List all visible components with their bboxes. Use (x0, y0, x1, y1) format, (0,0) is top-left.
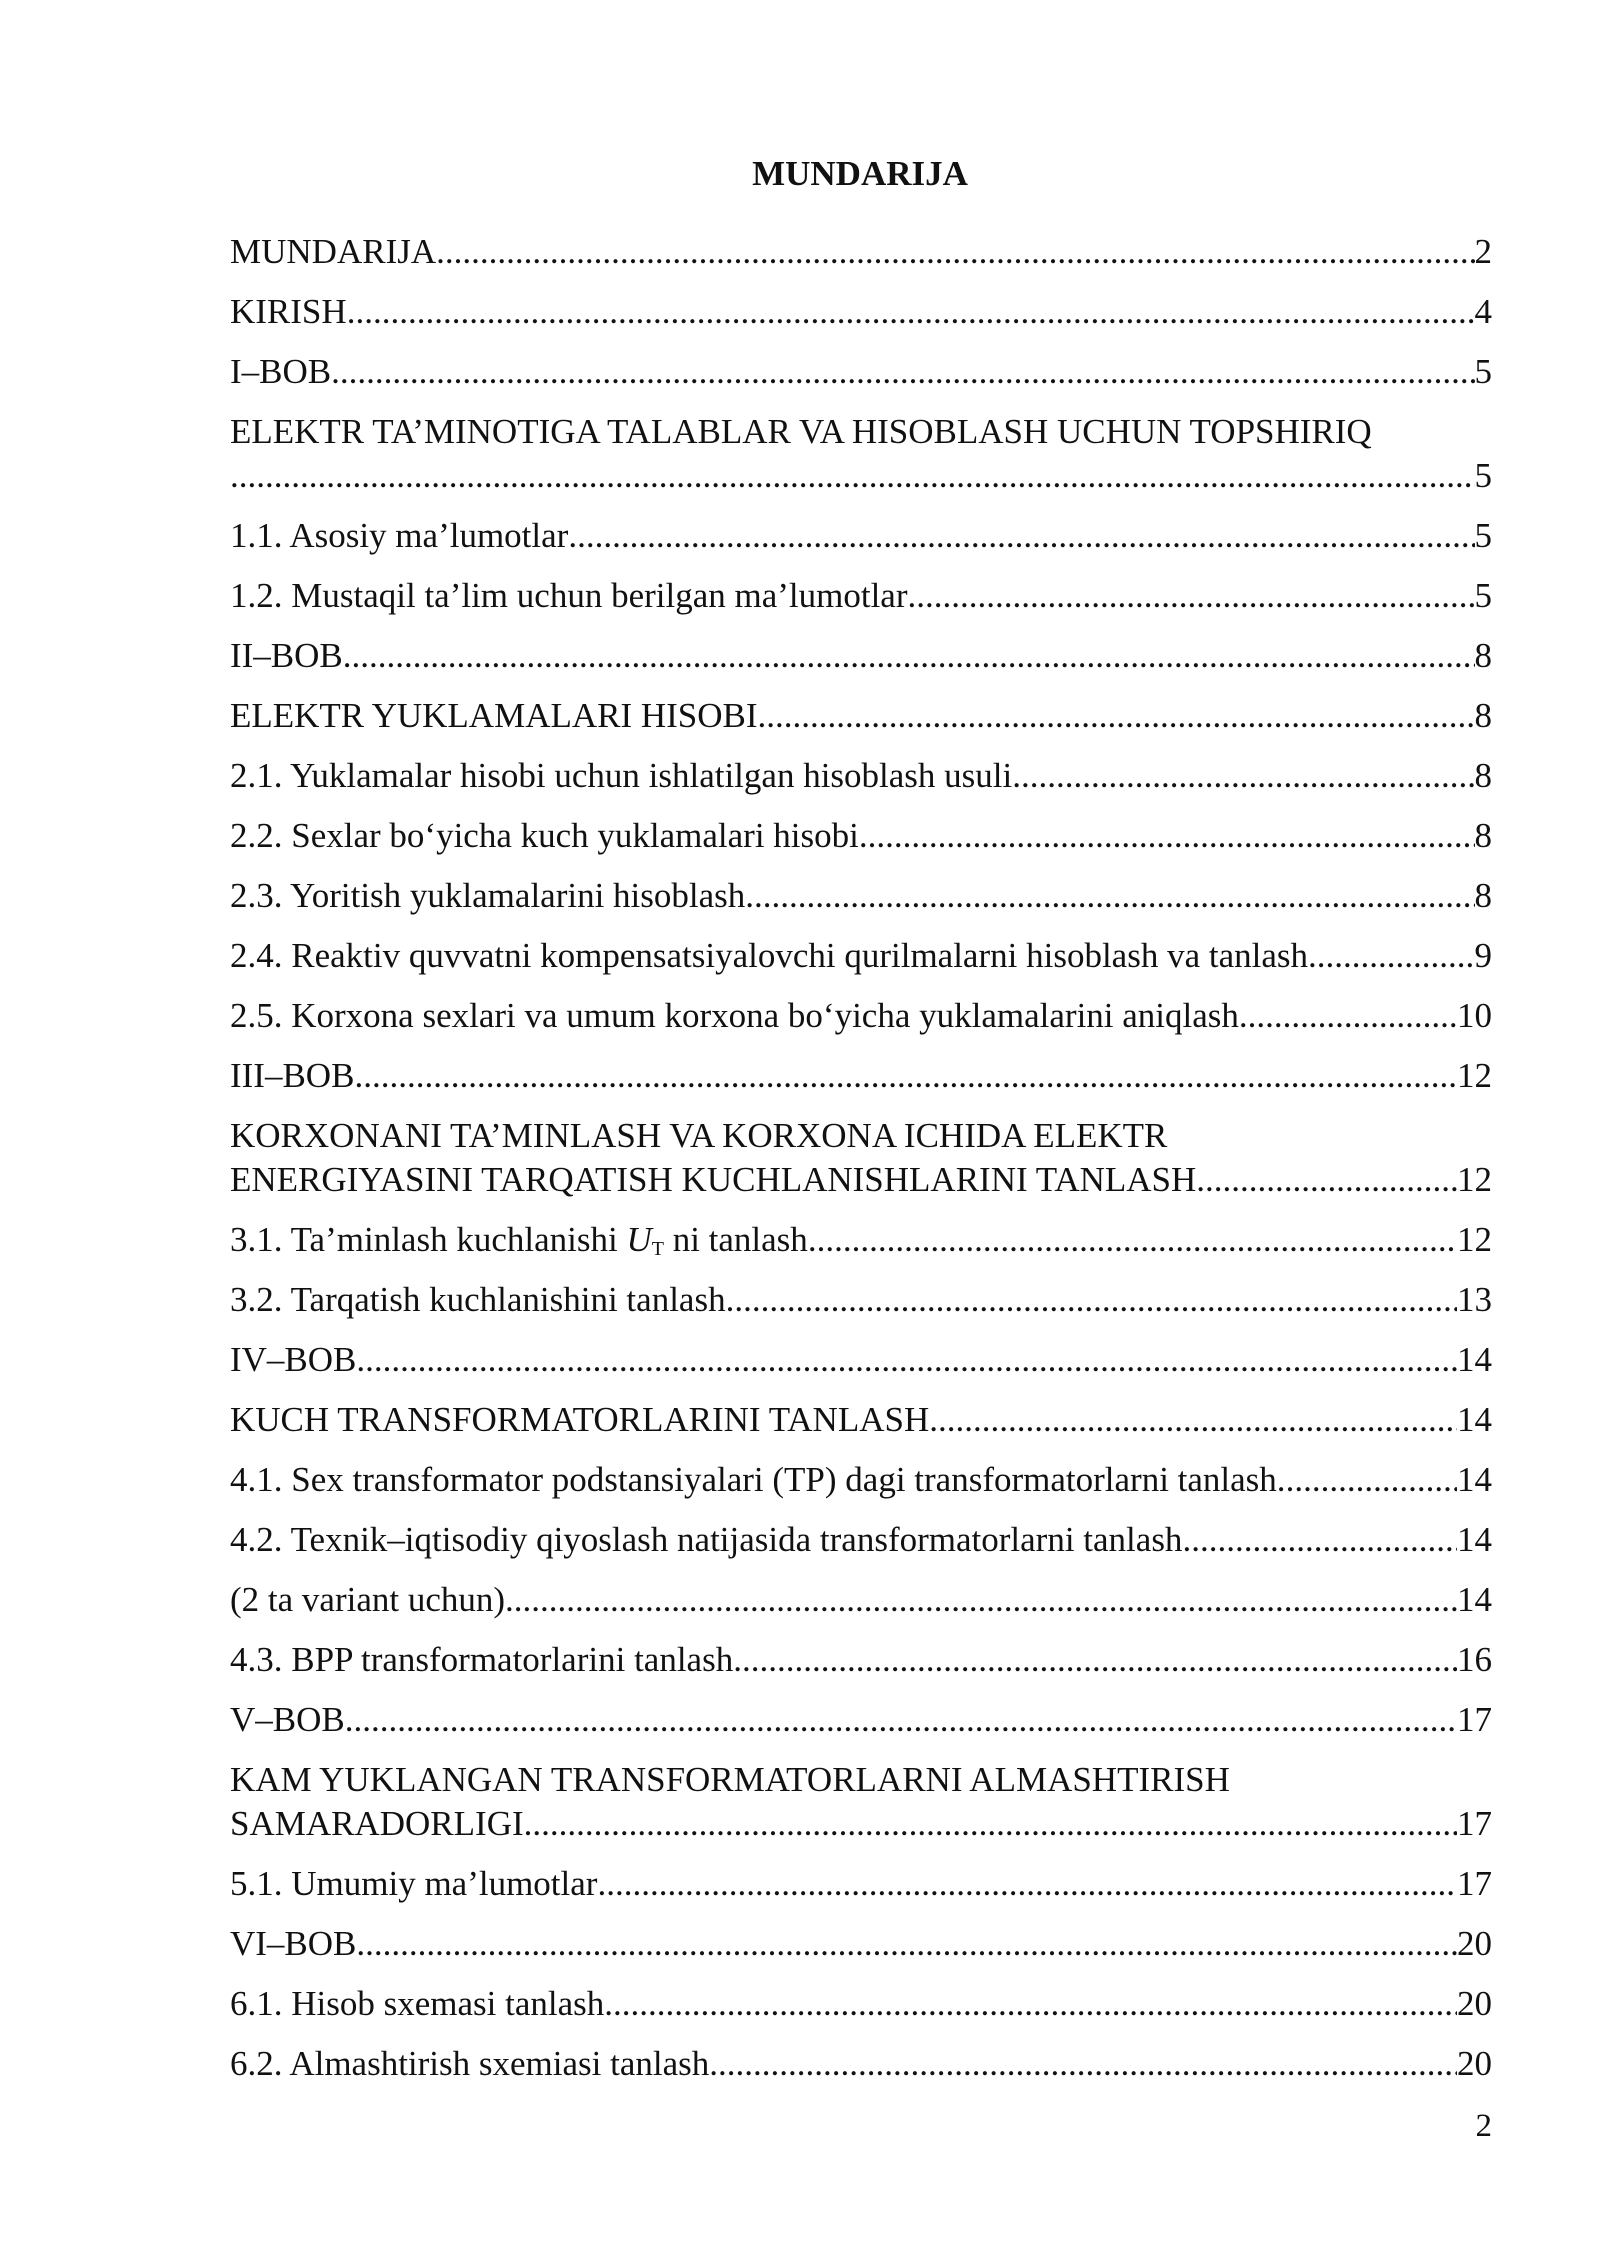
toc-entry[interactable] (230, 230, 1492, 290)
toc-entry[interactable] (230, 1638, 1492, 1698)
toc-leader-dots (1182, 1518, 1457, 1562)
toc-entry-page: 5 (1474, 516, 1492, 555)
toc-entry-label: I–BOB (230, 352, 332, 391)
toc-leader-dots (505, 1578, 1457, 1622)
toc-entry-label (230, 1218, 808, 1262)
toc-entry-label: (2 ta variant uchun) (230, 1580, 506, 1619)
toc-leader-dots (356, 1922, 1457, 1966)
toc-entry-label: 2.1. Yuklamalar hisobi uchun ishlatilgan hisoblash usuli (230, 756, 1013, 795)
toc-entry-page: 8 (1474, 876, 1492, 915)
toc-entry[interactable] (230, 1922, 1492, 1982)
toc-entry-label: 6.1. Hisob sxemasi tanlash (230, 1984, 605, 2023)
toc-leader-dots (808, 1218, 1457, 1262)
label-text-end: ni tanlash (663, 1220, 808, 1259)
toc-leader-dots (343, 634, 1475, 678)
toc-entry-page: 5 (1474, 456, 1492, 495)
toc-leader-dots (345, 1698, 1457, 1742)
toc-leader-dots (354, 1054, 1457, 1098)
toc-leader-dots (745, 874, 1474, 918)
toc-entry-label: 2.5. Korxona sexlari va umum korxona bo‘yicha yuklamalarini aniqlash (230, 996, 1239, 1035)
toc-entry[interactable] (230, 1218, 1492, 1278)
toc-entry[interactable] (230, 1982, 1492, 2042)
toc-leader-dots (604, 1982, 1457, 2026)
toc-entry-page: 8 (1474, 696, 1492, 735)
toc-entry-label: III–BOB (230, 1056, 355, 1095)
toc-entry-label: 1.1. Asosiy ma’lumotlar (230, 516, 569, 555)
toc-entry[interactable] (230, 574, 1492, 634)
toc-entry-page: 14 (1457, 1340, 1492, 1379)
toc-entry-label: 1.2. Mustaqil ta’lim uchun berilgan ma’lumotlar (230, 576, 908, 615)
toc-entry-page: 20 (1457, 1984, 1492, 2023)
toc-entry-label: KAM YUKLANGAN TRANSFORMATORLARNI ALMASHTIRISH (230, 1760, 1230, 1799)
toc-entry[interactable] (230, 2042, 1492, 2102)
toc-entry-page: 17 (1457, 1804, 1492, 1843)
toc-entry[interactable] (230, 350, 1492, 410)
label-text: 3.1. Ta’minlash kuchlanishi (230, 1220, 627, 1259)
toc-entry[interactable] (230, 1698, 1492, 1758)
toc-entry-page: 17 (1457, 1864, 1492, 1903)
toc-entry-label: 4.1. Sex transformator podstansiyalari (TP) dagi transformatorlarni tanlash. (230, 1460, 1286, 1499)
toc-entry[interactable] (230, 1758, 1492, 1862)
toc-entry-page: 17 (1457, 1700, 1492, 1739)
toc-entry-page: 14 (1457, 1400, 1492, 1439)
toc-entry-label: ELEKTR YUKLAMALARI HISOBI (230, 696, 758, 735)
toc-leader-dots (929, 1398, 1457, 1442)
toc-entry[interactable] (230, 874, 1492, 934)
toc-entry-label: IV–BOB (230, 1340, 357, 1379)
toc-entry-label-cont: ENERGIYASINI TARQATISH KUCHLANISHLARINI TANLASH (230, 1160, 1197, 1199)
toc-entry[interactable] (230, 1114, 1492, 1218)
toc-entry-page: 9 (1474, 936, 1492, 975)
toc-entry-label: 2.4. Reaktiv quvvatni kompensatsiyalovchi qurilmalarni hisoblash va tanlash (230, 936, 1308, 975)
toc-entry[interactable] (230, 1398, 1492, 1458)
toc-entry[interactable] (230, 994, 1492, 1054)
toc-entry-label: 2.3. Yoritish yuklamalarini hisoblash (230, 876, 746, 915)
toc-entry-page: 8 (1474, 756, 1492, 795)
toc-leader-dots (436, 230, 1474, 274)
toc-leader-dots (1286, 1458, 1457, 1502)
toc-entry-page: 8 (1474, 636, 1492, 675)
toc-entry[interactable] (230, 754, 1492, 814)
toc-leader-dots (709, 2042, 1457, 2086)
toc-entry[interactable] (230, 290, 1492, 350)
toc-entry-label: MUNDARIJA (230, 232, 437, 271)
toc-leader-dots (331, 350, 1474, 394)
toc-leader-dots (347, 290, 1475, 334)
toc-entry-label: V–BOB (230, 1700, 345, 1739)
toc-entry-label: 2.2. Sexlar bo‘yicha kuch yuklamalari hisobi (230, 816, 859, 855)
toc-entry-label: II–BOB (230, 636, 343, 675)
toc-entry-page: 4 (1474, 292, 1492, 331)
toc-leader-dots (726, 1278, 1457, 1322)
toc-entry-page: 13 (1457, 1280, 1492, 1319)
toc-leader-dots (733, 1638, 1457, 1682)
toc-entry[interactable] (230, 814, 1492, 874)
toc-entry[interactable] (230, 634, 1492, 694)
toc-entry-page: 14 (1457, 1580, 1492, 1619)
toc-entry-page: 5 (1474, 576, 1492, 615)
toc-leader-dots (1308, 934, 1475, 978)
toc-entry[interactable] (230, 1518, 1492, 1578)
toc-leader-dots (859, 814, 1475, 858)
toc-entry-page: 12 (1457, 1160, 1492, 1199)
toc-entry[interactable] (230, 1578, 1492, 1638)
toc-leader-dots (356, 1338, 1457, 1382)
toc-entry-page: 14 (1457, 1520, 1492, 1559)
toc-leader-dots (230, 454, 1475, 498)
toc-entry[interactable] (230, 934, 1492, 994)
toc-entry-page: 2 (1474, 232, 1492, 271)
toc-entry[interactable] (230, 1458, 1492, 1518)
toc-entry-page: 20 (1457, 2044, 1492, 2083)
toc-entry[interactable] (230, 410, 1492, 514)
toc-entry-page: 12 (1457, 1220, 1492, 1259)
toc-entry-label: KUCH TRANSFORMATORLARINI TANLASH (230, 1400, 930, 1439)
voltage-symbol: U (626, 1220, 652, 1259)
toc-leader-dots (1196, 1158, 1457, 1202)
toc-entry-label: 5.1. Umumiy ma’lumotlar (230, 1864, 598, 1903)
page-number: 2 (1475, 2108, 1492, 2144)
toc-entry-page: 14 (1457, 1460, 1492, 1499)
toc-entry-label: 4.2. Texnik–iqtisodiy qiyoslash natijasida transformatorlarni tanlash (230, 1520, 1183, 1559)
toc-entry[interactable] (230, 1862, 1492, 1922)
toc-entry[interactable] (230, 1278, 1492, 1338)
toc-entry-page: 16 (1457, 1640, 1492, 1679)
toc-leader-dots (568, 514, 1474, 558)
toc-entry-label: KIRISH (230, 292, 347, 331)
toc-leader-dots (1239, 994, 1457, 1038)
toc-entry[interactable] (230, 1054, 1492, 1114)
toc-entry[interactable] (230, 514, 1492, 574)
toc-entry-label: 6.2. Almashtirish sxemiasi tanlash (230, 2044, 710, 2083)
toc-entry-label-cont: SAMARADORLIGI (230, 1804, 524, 1843)
toc-entry-label: 3.2. Tarqatish kuchlanishini tanlash (230, 1280, 726, 1319)
table-of-contents (230, 230, 1492, 2102)
page-title: MUNDARIJA (752, 154, 968, 193)
toc-entry-label: ELEKTR TA’MINOTIGA TALABLAR VA HISOBLASH UCHUN TOPSHIRIQ (230, 412, 1372, 451)
toc-entry[interactable] (230, 694, 1492, 754)
toc-entry[interactable] (230, 1338, 1492, 1398)
toc-entry-page: 20 (1457, 1924, 1492, 1963)
toc-leader-dots (524, 1802, 1457, 1846)
toc-entry-label: 4.3. BPP transformatorlarini tanlash (230, 1640, 734, 1679)
toc-entry-page: 5 (1474, 352, 1492, 391)
toc-leader-dots (1012, 754, 1474, 798)
toc-leader-dots (597, 1862, 1457, 1906)
toc-entry-page: 10 (1457, 996, 1492, 1035)
toc-leader-dots (758, 694, 1475, 738)
toc-entry-page: 12 (1457, 1056, 1492, 1095)
toc-entry-page: 8 (1474, 816, 1492, 855)
toc-leader-dots (908, 574, 1475, 618)
voltage-subscript: T (651, 1238, 664, 1260)
toc-entry-label: VI–BOB (230, 1924, 357, 1963)
toc-entry-label: KORXONANI TA’MINLASH VA KORXONA ICHIDA ELEKTR (230, 1116, 1168, 1155)
